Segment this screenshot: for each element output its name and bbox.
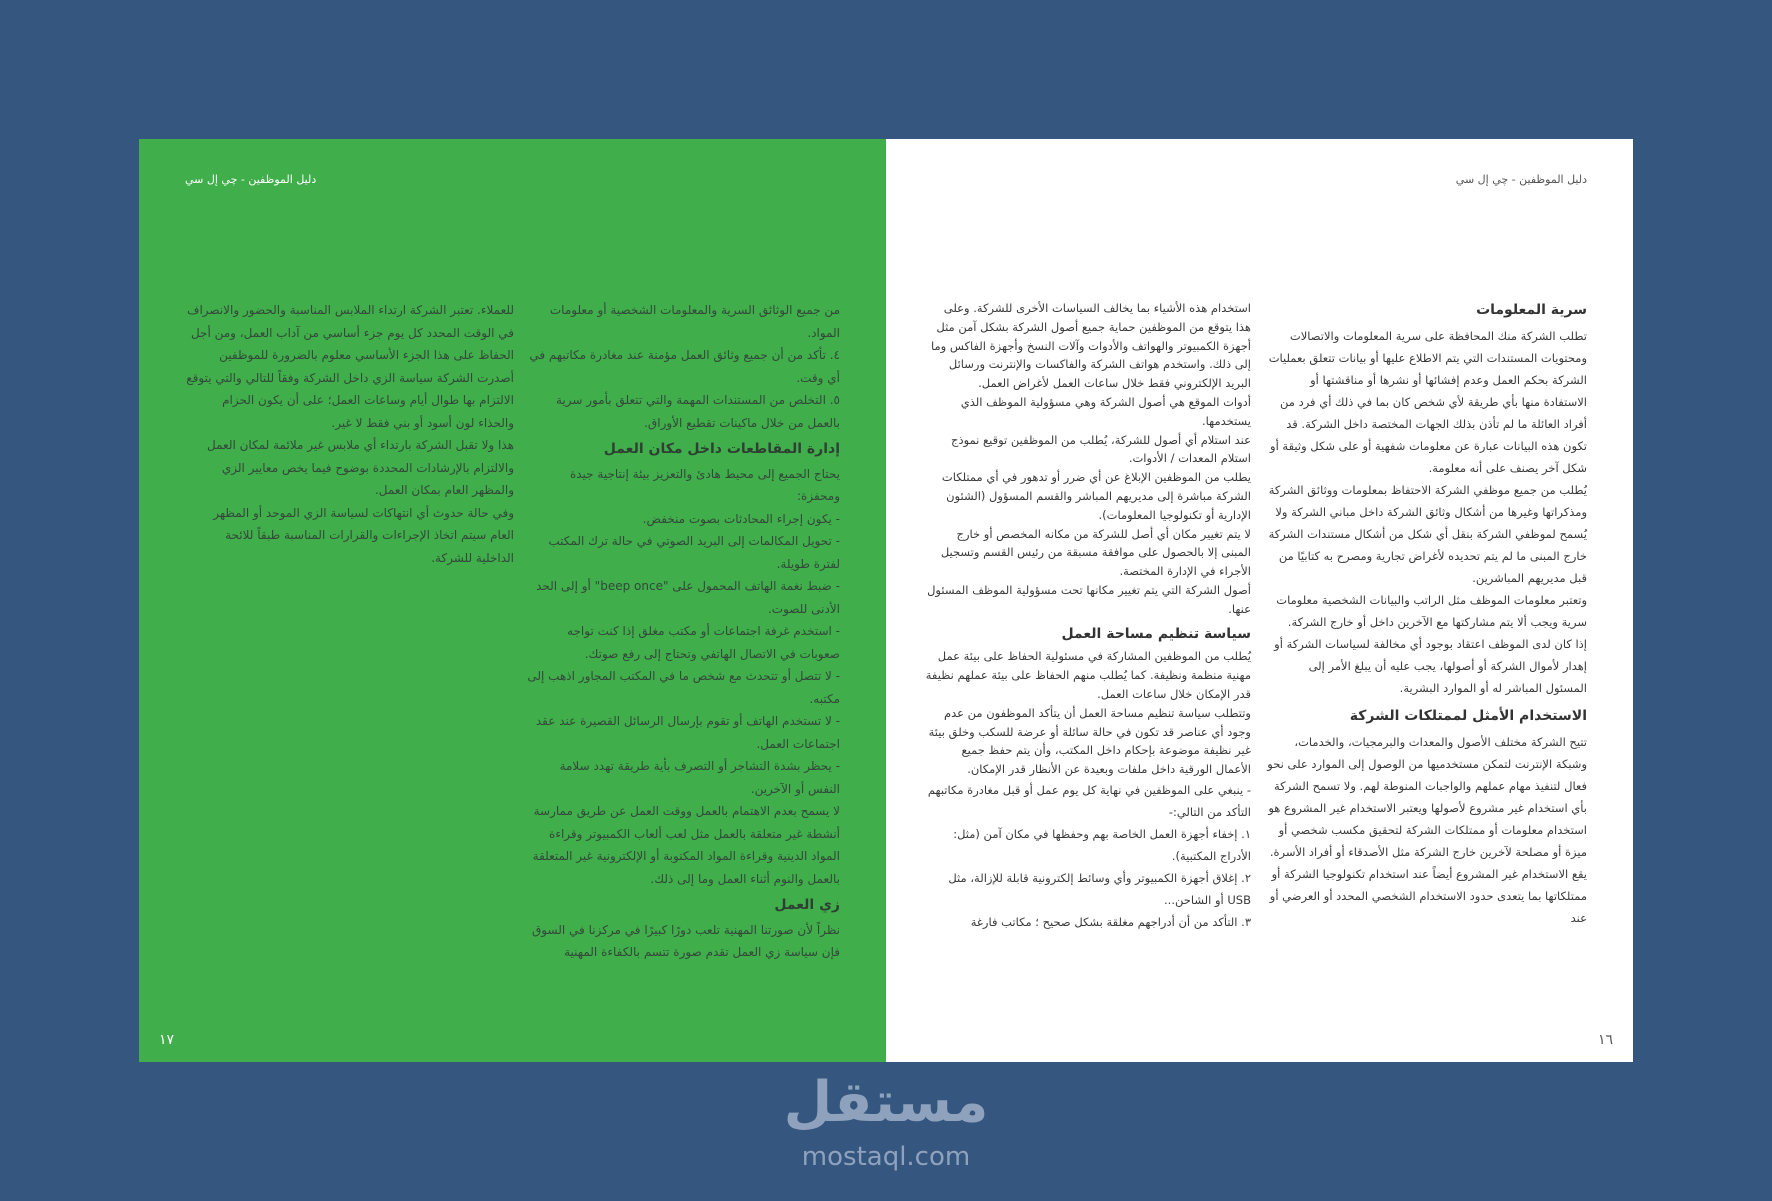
paragraph: استخدام هذه الأشياء بما يخالف السياسات الأخرى للشركة. وعلى هذا يتوقع من الموظفين حماية جميع أصول الشركة بشكل آمن مثل أجهزة الكمبيوتر والهواتف والأدوات وآلات النسخ وأجهزة الفاكس وما إلى ذلك. واستخدم هواتف الشركة والفاكسات والإنترنت ورسائل البريد الإلكتروني فقط خلال ساعات العمل لأغراض العمل. [930, 301, 1251, 391]
paragraph: إذا كان لدى الموظف اعتقاد بوجود أي مخالفة لسياسات الشركة أو إهدار لأموال الشركة أو أصولها، يجب عليه أن يبلغ الأمر إلى المسئول المباشر له أو الموارد البشرية. [1274, 637, 1587, 695]
list-item: - تحويل المكالمات إلى البريد الصوتي في حالة ترك المكتب لفترة طويلة. [548, 534, 840, 571]
document-spread [139, 139, 1633, 1062]
paragraph: أدوات الموقع هي أصول الشركة وهي مسؤولية الموظف الذي يستخدمها. [960, 394, 1251, 428]
list-item: ٤. تأكد من أن جميع وثائق العمل مؤمنة عند مغادرة مكاتبهم في أي وقت. [529, 348, 840, 385]
paragraph: وفي حالة حدوث أي انتهاكات لسياسة الزي الموحد أو المظهر العام سيتم اتخاذ الإجراءات والقرارات المناسبة طبقاً للائحة الداخلية للشركة. [213, 505, 514, 565]
text-column [1265, 299, 1587, 929]
section-heading: زي العمل [774, 897, 840, 913]
checklist [925, 779, 1251, 933]
list-item: - استخدم غرفة اجتماعات أو مكتب مغلق إذا كنت تواجه صعوبات في الاتصال الهاتفي وتحتاج إلى رفع صوتك. [567, 624, 840, 661]
list-item: - لا تتصل أو تتحدث مع شخص ما في المكتب المجاور اذهب إلى مكتبه. [527, 669, 840, 706]
list-item: ٥. التخلص من المستندات المهمة والتي تتعلق بأمور سرية بالعمل من خلال ماكينات تقطيع الأوراق. [555, 393, 840, 430]
page-number: ١٧ [159, 1032, 175, 1048]
list-item: - يحظر بشدة التشاجر أو التصرف بأية طريقة تهدد سلامة النفس أو الآخرين. [559, 759, 840, 796]
watermark-logo: مستقل [783, 1070, 989, 1135]
watermark-url: mostaql.com [801, 1142, 971, 1172]
paragraph: لا يسمح بعدم الاهتمام بالعمل ووقت العمل عن طريق ممارسة أنشطة غير متعلقة بالعمل مثل لعب ألعاب الكمبيوتر وقراءة المواد الدينية وقراءة المواد المكتوبة أو الإلكترونية غير المتعلقة بالعمل والنوم أثناء العمل وما إلى ذلك. [532, 804, 840, 886]
list-item: - يكون إجراء المحادثات بصوت منخفض. [642, 511, 840, 526]
text-column [925, 299, 1251, 933]
paragraph: تتيح الشركة مختلف الأصول والمعدات والبرمجيات، والخدمات، وشبكة الإنترنت لتمكن مستخدميها من الوصول إلى الموارد على نحو فعال لتنفيذ مهام عملهم والواجبات المنوطة لهم. ولا تسمح الشركة بأي استخدام غير مشروع لأصولها ويعتبر الاستخدام غير المشروع هو استخدام معلومات أو ممتلكات الشركة لتحقيق مكسب شخصي أو ميزة أو مصلحة لآخرين خارج الشركة مثل الأصدقاء أو أفراد الأسرة. يقع الاستخدام غير المشروع أيضاً عند استخدام تكنولوجيا الشركة أو ممتلكاتها بما يتعدى حدود الاستخدام الشخصي المحدد أو العرضي أو عند [1267, 735, 1587, 925]
text-column [526, 299, 840, 964]
section-heading: سرية المعلومات [1476, 302, 1587, 318]
paragraph: يطلب من الموظفين الإبلاغ عن أي ضرر أو تدهور في أي ممتلكات الشركة مباشرة إلى مديريهم المباشر والقسم المسؤول (الشئون الإدارية أو تكنولوجيا المعلومات). [941, 470, 1251, 522]
text-column [186, 299, 514, 569]
page-17 [139, 139, 886, 1062]
section-heading: إدارة المقاطعات داخل مكان العمل [603, 441, 840, 457]
paragraph: لا يتم تغيير مكان أي أصل للشركة من مكانه المخصص أو خارج المبنى إلا بالحصول على موافقة مسبقة من رئيس القسم وتسجيل الأجراء في الإدارة المختصة. [940, 526, 1251, 579]
list-item: ٢. إغلاق أجهزة الكمبيوتر وأي وسائط إلكترونية قابلة للإزالة، مثل USB أو الشاحن... [948, 870, 1251, 907]
page-16 [886, 139, 1633, 1062]
paragraph: أصول الشركة التي يتم تغيير مكانها تحت مسؤولية الموظف المسئول عنها. [927, 582, 1251, 616]
list-item: - ضبط نغمة الهاتف المحمول على "beep once" أو إلى الحد الأدنى للصوت. [536, 579, 840, 616]
list-item: ٣. التأكد من أن أدراجهم مغلقة بشكل صحيح ؛ مكاتب فارغة [970, 914, 1251, 929]
paragraph: للعملاء. تعتبر الشركة ارتداء الملابس المناسبة والحضور والانصراف في الوقت المحدد كل يوم جزء أساسي من آداب العمل، ومن أجل الحفاظ على هذا الجزء الأساسي معلوم بالضرورة للموظفين أصدرت الشركة سياسة الزي داخل الشركة وفقاً للتالي والتي يتوقع الالتزام بها طوال أيام وساعات العمل؛ على أن يكون الحزام والحذاء لون أسود أو بني فقط لا غير. [186, 303, 514, 430]
page-number: ١٦ [1597, 1032, 1613, 1048]
paragraph: عند استلام أي أصول للشركة، يُطلب من الموظفين توقيع نموذج استلام المعدات / الأدوات. [951, 432, 1251, 466]
list-item: - لا تستخدم الهاتف أو تقوم بإرسال الرسائل القصيرة عند عقد اجتماعات العمل. [535, 714, 840, 751]
running-header: دليل الموظفين - چي إل سي [185, 173, 317, 186]
paragraph: من جميع الوثائق السرية والمعلومات الشخصية أو معلومات المواد. [549, 303, 840, 340]
running-header: دليل الموظفين - چي إل سي [1455, 173, 1587, 186]
paragraph: تطلب الشركة منك المحافظة على سرية المعلومات والاتصالات ومحتويات المستندات التي يتم الاطلاع عليها أو بيانات تتعلق بعمليات الشركة بحكم العمل وعدم إفشائها أو نشرها أو مناقشتها أو الاستفادة منها بأي طريقة لأي شخص كان بما في ذلك أي فرد من أفراد العائلة ما لم تأذن بذلك الجهات المختصة داخل الشركة. قد تكون هذه البيانات عبارة عن معلومات شفهية أو على شكل وثيقة أو شكل آخر يصنف على أنه معلومة. [1268, 329, 1587, 475]
paragraph: نظراً لأن صورتنا المهنية تلعب دورًا كبيرًا في مركزنا في السوق فإن سياسة زي العمل تقدم صورة تتسم بالكفاءة المهنية [532, 922, 840, 959]
paragraph: وتعتبر معلومات الموظف مثل الراتب والبيانات الشخصية معلومات سرية ويجب ألا يتم مشاركتها مع الآخرين داخل أو خارج الشركة. [1276, 593, 1587, 629]
paragraph: وتتطلب سياسة تنظيم مساحة العمل أن يتأكد الموظفون من عدم وجود أي عناصر قد تكون في حالة سائلة أو عرضة للسكب وخلق بيئة غير نظيفة موضوعة بإحكام داخل المكتب، وأن يتم حفظ جميع الأعمال الورقية داخل ملفات وبعيدة عن الأنظار قدر الإمكان. [928, 705, 1251, 777]
list-item: ١. إخفاء أجهزة العمل الخاصة بهم وحفظها في مكان آمن (مثل: الأدراج المكتبية). [953, 826, 1251, 863]
section-heading: الاستخدام الأمثل لممتلكات الشركة [1349, 708, 1587, 724]
paragraph: يحتاج الجميع إلى محيط هادئ والتعزيز بيئة إنتاجية جيدة ومحفزة: [569, 466, 840, 503]
paragraph: يُطلب من جميع موظفي الشركة الاحتفاظ بمعلومات ووثائق الشركة ومذكراتها وغيرها من أشكال وثائق الشركة داخل مباني الشركة ولا يُسمح لموظفي الشركة بنقل أي شكل من أشكال مستندات الشركة خارج المبنى ما لم يتم تحديده لأغراض تجارية ومصرح به كتابيًا من قبل مديريهم المباشرين. [1268, 483, 1587, 585]
section-heading: سياسة تنظيم مساحة العمل [1061, 625, 1251, 642]
list-item: - ينبغي على الموظفين في نهاية كل يوم عمل أو قبل مغادرة مكاتبهم التأكد من التالي:- [927, 782, 1251, 819]
paragraph: هذا ولا تقبل الشركة بارتداء أي ملابس غير ملائمة لمكان العمل والالتزام بالإرشادات المحددة بوضوح فيما يخص معايير الزي والمظهر العام بمكان العمل. [207, 438, 514, 497]
paragraph: يُطلب من الموظفين المشاركة في مسئولية الحفاظ على بيئة عمل مهنية منظمة ونظيفة. كما يُطلب منهم الحفاظ على بيئة عملهم نظيفة قدر الإمكان خلال ساعات العمل. [925, 649, 1251, 701]
